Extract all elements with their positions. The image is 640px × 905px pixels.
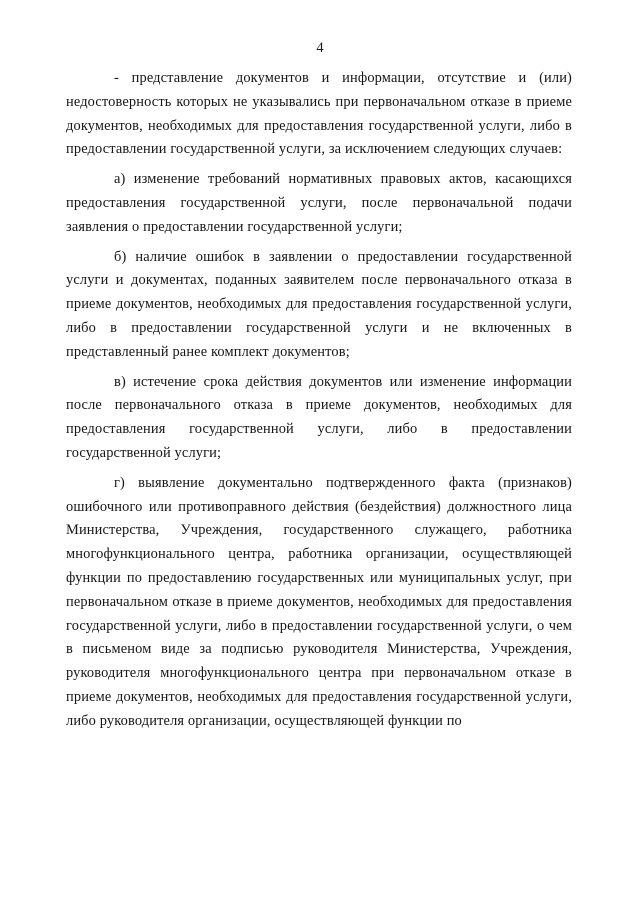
- paragraph-v: в) истечение срока действия документов или изменение информации после первоначального отказа в приеме документов, необходимых для предоставления государственной услуги, либо в предоставлении государственной услуги;: [66, 373, 572, 461]
- document-body: [66, 67, 572, 734]
- paragraph-intro: - представление документов и информации, отсутствие и (или) недостоверность которых не указывались при первоначальном отказе в приеме документов, необходимых для предоставления государственной услуги, либо в предоставлении государственной услуги, за исключением следующих случаев:: [66, 70, 572, 158]
- paragraph-a: а) изменение требований нормативных правовых актов, касающихся предоставления государственной услуги, после первоначальной подачи заявления о предоставлении государственной услуги;: [66, 171, 572, 235]
- page-number: 4: [316, 40, 324, 56]
- paragraph-g: г) выявление документально подтвержденного факта (признаков) ошибочного или противоправного действия (бездействия) должностного лица Министерства, Учреждения, государственного служащего, работника многофункционального центра, работника организации, осуществляющей функции по предоставлению государственных или муниципальных услуг, при первоначальном отказе в приеме документов, необходимых для предоставления государственной услуги, либо в предоставлении государственной услуги, о чем в письменом виде за подписью руководителя Министерства, Учреждения, руководителя многофункционального центра при первоначальном отказе в приеме документов, необходимых для предоставления государственной услуги, либо руководителя организации, осуществляющей функции по: [66, 474, 572, 729]
- paragraph-b: б) наличие ошибок в заявлении о предоставлении государственной услуги и документах, поданных заявителем после первоначального отказа в приеме документов, необходимых для предоставления государственной услуги, либо в предоставлении государственной услуги и не включенных в представленный ранее комплект документов;: [66, 248, 572, 360]
